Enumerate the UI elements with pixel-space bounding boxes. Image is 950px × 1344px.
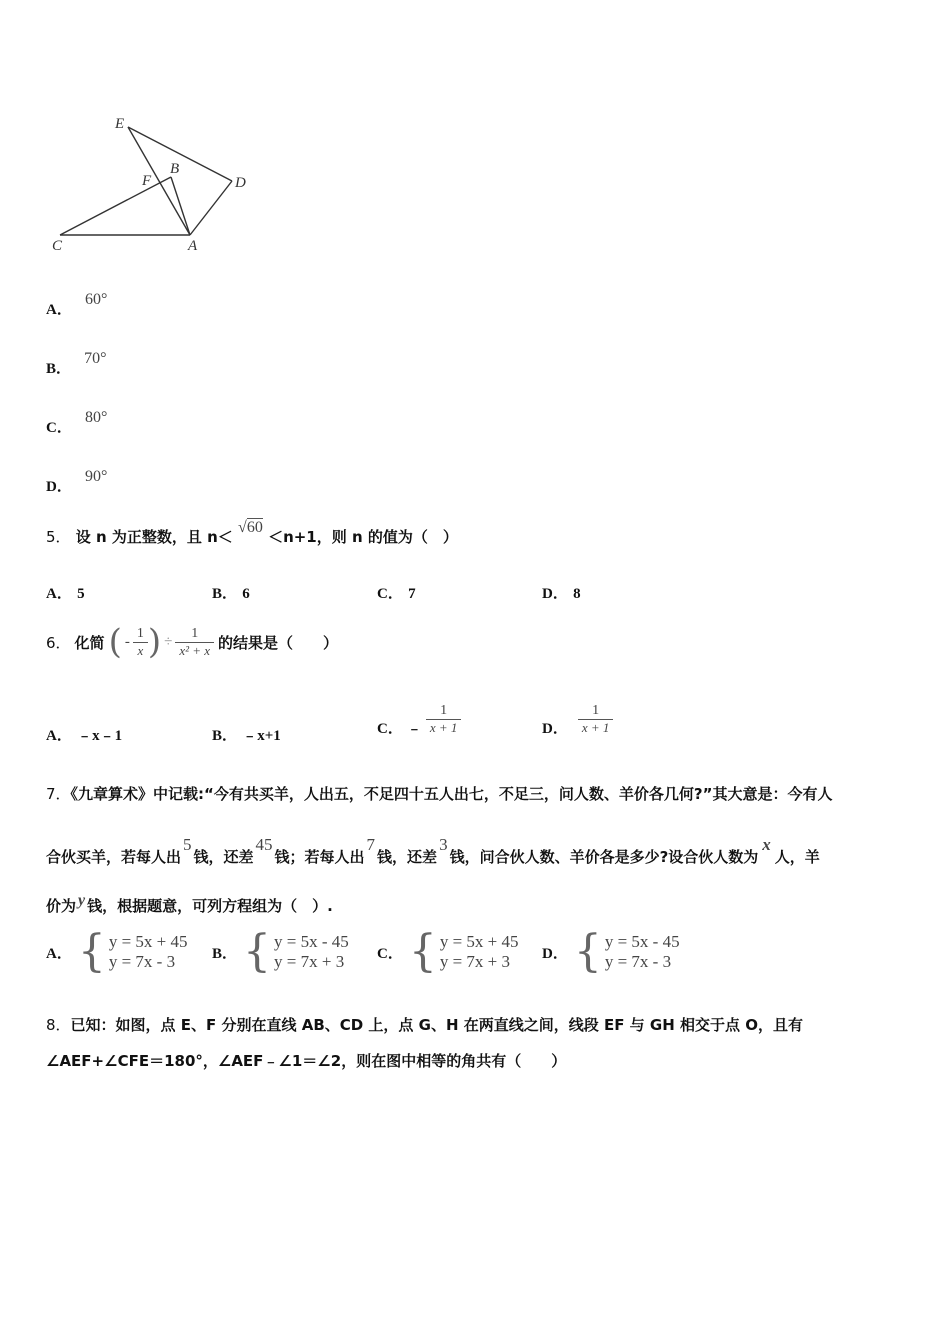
point-label-a: A: [188, 238, 198, 254]
q7-option-d[interactable]: D． { y = 5x - 45 y = 7x - 3: [542, 926, 680, 977]
q7-option-b[interactable]: B． { y = 5x - 45 y = 7x + 3: [212, 926, 349, 977]
q6-option-c[interactable]: C． ﹣ $\frac{1}{x + 1}$: [377, 696, 461, 742]
q7-line-1: 7．《九章算术》中记载:“今有共买羊，人出五，不足四十五人出七，不足三，问人数、羊价各几何?”其大意是：今有人: [46, 785, 833, 803]
q7-line-2: 合伙买羊，若每人出5钱，还差45钱；若每人出7钱，还差3钱，问合伙人数、羊价各是多少?设合伙人数为x人，羊: [46, 835, 820, 866]
q5-option-b[interactable]: B． 6: [212, 586, 250, 602]
q7-options: [46, 924, 686, 980]
q6-text-after: 的结果是（ ）: [218, 633, 339, 652]
question-number: 6．: [46, 633, 71, 652]
q4-option-c[interactable]: [46, 406, 108, 436]
point-label-b: B: [170, 161, 180, 177]
q8-line-2: ∠AEF+∠CFE＝180°，∠AEF﹣∠1＝∠2，则在图中相等的角共有（ ）: [46, 1052, 567, 1070]
q7-line-3: 价为 y 钱，根据题意，可列方程组为（ ）.: [46, 892, 333, 915]
q5-option-a[interactable]: A． 5: [46, 586, 85, 602]
q5-option-d[interactable]: D． 8: [542, 586, 581, 602]
option-label: B．: [46, 361, 72, 377]
option-value: 70°: [84, 350, 107, 367]
q6-stem: [46, 620, 338, 664]
q6-options: [46, 696, 666, 742]
option-value: 80°: [84, 409, 108, 426]
q6-expression: ( - $\frac{1}{x}$ ) ÷ $\frac{1}{\text{x² + x}}$: [109, 625, 214, 659]
segment-da: [190, 181, 232, 235]
q5-stem: [46, 519, 458, 547]
q4-option-a[interactable]: [46, 288, 108, 318]
point-label-d: D: [235, 175, 246, 191]
q5-option-c[interactable]: C． 7: [377, 586, 416, 602]
q7-option-c[interactable]: C． { y = 5x + 45 y = 7x + 3: [377, 926, 519, 977]
option-label: D．: [46, 479, 72, 495]
question-number: 8．: [46, 1016, 71, 1034]
option-value: 90°: [84, 468, 108, 485]
q8-line-1: 8．已知：如图，点 E、F 分别在直线 AB、CD 上，点 G、H 在两直线之间，线段 EF 与 GH 相交于点 O，且有: [46, 1016, 803, 1034]
point-label-f: F: [142, 173, 152, 189]
q5-text-after: ＜n+1，则 n 的值为（ ）: [268, 528, 458, 546]
segment-cb: [60, 177, 171, 235]
point-label-e: E: [115, 116, 125, 132]
q4-option-d[interactable]: [46, 465, 108, 495]
question-number: 7．: [46, 785, 71, 803]
option-label: C．: [46, 420, 72, 436]
geometry-figure: [40, 105, 260, 265]
sqrt-expression: √60: [238, 519, 263, 536]
q4-option-b[interactable]: [46, 347, 107, 377]
question-number: 5．: [46, 528, 71, 546]
q6-option-b[interactable]: B． ﹣x+1: [212, 728, 281, 744]
q6-text-before: 化简: [74, 633, 105, 652]
q5-text-before: 设 n 为正整数，且 n＜: [75, 528, 233, 546]
q7-option-a[interactable]: A． { y = 5x + 45 y = 7x - 3: [46, 926, 188, 977]
q6-option-a[interactable]: A． ﹣x﹣1: [46, 728, 123, 744]
option-value: 60°: [84, 291, 108, 308]
point-label-c: C: [52, 238, 63, 254]
radicand: 60: [246, 519, 263, 536]
option-label: A．: [46, 302, 72, 318]
q6-option-d[interactable]: D． $\frac{1}{x + 1}$: [542, 696, 613, 742]
